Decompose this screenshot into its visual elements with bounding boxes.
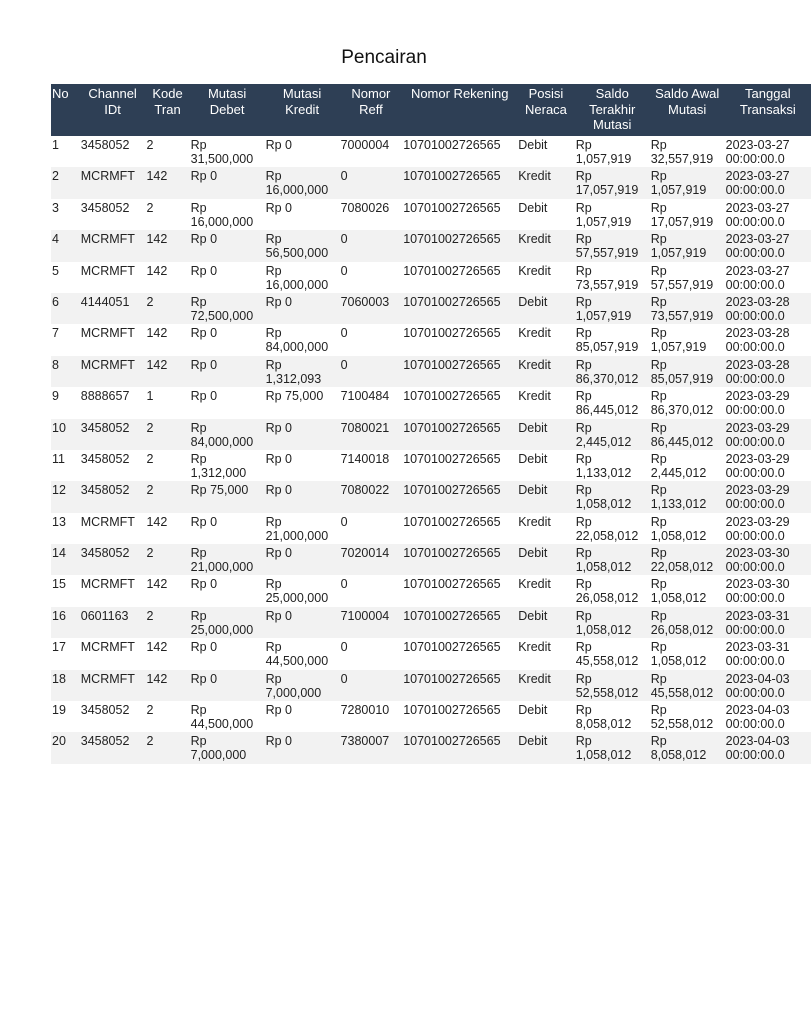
cell-tanggal-transaksi: 2023-03-28 00:00:00.0 bbox=[725, 356, 811, 387]
cell-no: 4 bbox=[51, 230, 80, 261]
cell-saldo-terakhir-mutasi: Rp 52,558,012 bbox=[575, 670, 650, 701]
cell-saldo-awal-mutasi: Rp 86,445,012 bbox=[650, 419, 725, 450]
cell-mutasi-debet: Rp 0 bbox=[190, 514, 218, 529]
cell-nomor-reff: 0 bbox=[340, 230, 403, 261]
page-title: Pencairan bbox=[341, 47, 427, 68]
cell-nomor-reff: 7380007 bbox=[340, 732, 403, 763]
cell-posisi-neraca: Debit bbox=[518, 138, 548, 152]
cell-mutasi-debet: Rp 7,000,000 bbox=[190, 732, 265, 763]
cell-channel-idt: MCRMFT bbox=[80, 577, 135, 592]
cell-mutasi-kredit: Rp 0 bbox=[265, 138, 292, 152]
cell-nomor-reff: 7280010 bbox=[340, 703, 390, 718]
cell-mutasi-debet: Rp 84,000,000 bbox=[190, 419, 265, 450]
cell-no: 20 bbox=[51, 732, 80, 763]
cell-kode-tran: 142 bbox=[146, 577, 168, 592]
cell-kode-tran: 2 bbox=[145, 732, 189, 763]
cell-tanggal-transaksi: 2023-03-29 00:00:00.0 bbox=[725, 389, 790, 418]
column-header-tanggal-transaksi: Tanggal Transaksi bbox=[725, 84, 811, 136]
cell-mutasi-debet: Rp 21,000,000 bbox=[190, 544, 265, 575]
cell-tanggal-transaksi: 2023-03-27 00:00:00.0 bbox=[725, 138, 790, 166]
cell-tanggal-transaksi: 2023-04-03 00:00:00.0 bbox=[725, 703, 790, 732]
cell-nomor-reff: 0 bbox=[340, 577, 348, 592]
cell-mutasi-debet: Rp 0 bbox=[190, 577, 218, 592]
cell-mutasi-kredit: Rp 75,000 bbox=[265, 389, 324, 404]
cell-mutasi-debet: Rp 0 bbox=[190, 326, 218, 341]
cell-posisi-neraca: Debit bbox=[517, 293, 575, 324]
cell-saldo-terakhir-mutasi: Rp 22,058,012 bbox=[575, 514, 639, 543]
cell-no: 11 bbox=[52, 451, 65, 466]
cell-saldo-awal-mutasi: Rp 45,558,012 bbox=[650, 670, 725, 701]
cell-saldo-terakhir-mutasi: Rp 73,557,919 bbox=[575, 263, 639, 292]
cell-kode-tran: 142 bbox=[145, 356, 189, 387]
table-header-row bbox=[51, 84, 811, 136]
cell-mutasi-kredit: Rp 16,000,000 bbox=[265, 167, 340, 198]
cell-nomor-reff: 0 bbox=[340, 326, 348, 341]
cell-channel-idt: 3458052 bbox=[80, 419, 146, 450]
cell-nomor-rekening: 10701002726565 bbox=[403, 200, 501, 215]
table-row bbox=[51, 199, 811, 230]
cell-mutasi-kredit: Rp 0 bbox=[265, 451, 292, 466]
cell-posisi-neraca: Debit bbox=[517, 419, 575, 450]
table-row bbox=[51, 293, 811, 324]
cell-nomor-reff: 7100484 bbox=[340, 389, 390, 404]
cell-no: 16 bbox=[51, 607, 80, 638]
cell-no: 19 bbox=[52, 703, 66, 718]
cell-nomor-reff: 0 bbox=[340, 640, 348, 655]
cell-no: 2 bbox=[51, 167, 80, 198]
table-row bbox=[51, 356, 811, 387]
table-row bbox=[51, 450, 811, 481]
cell-mutasi-debet: Rp 1,312,000 bbox=[190, 451, 247, 480]
cell-mutasi-debet: Rp 0 bbox=[190, 389, 218, 404]
cell-no: 6 bbox=[51, 293, 80, 324]
cell-kode-tran: 142 bbox=[145, 670, 189, 701]
cell-no: 9 bbox=[52, 389, 59, 404]
cell-nomor-rekening: 10701002726565 bbox=[402, 607, 517, 638]
cell-saldo-awal-mutasi: Rp 22,058,012 bbox=[650, 544, 725, 575]
cell-saldo-terakhir-mutasi: Rp 85,057,919 bbox=[575, 326, 639, 355]
cell-saldo-awal-mutasi: Rp 8,058,012 bbox=[650, 732, 725, 763]
cell-saldo-terakhir-mutasi: Rp 8,058,012 bbox=[575, 703, 632, 732]
cell-saldo-terakhir-mutasi: Rp 2,445,012 bbox=[575, 419, 650, 450]
cell-posisi-neraca: Debit bbox=[518, 703, 548, 718]
cell-mutasi-kredit: Rp 21,000,000 bbox=[265, 514, 329, 543]
cell-nomor-rekening: 10701002726565 bbox=[403, 514, 501, 529]
cell-no: 1 bbox=[52, 138, 59, 152]
cell-nomor-rekening: 10701002726565 bbox=[402, 293, 517, 324]
table-row bbox=[51, 230, 811, 261]
table-row bbox=[51, 638, 811, 669]
cell-saldo-awal-mutasi: Rp 86,370,012 bbox=[650, 389, 714, 418]
cell-saldo-terakhir-mutasi: Rp 1,057,919 bbox=[575, 200, 632, 229]
cell-posisi-neraca: Debit bbox=[517, 544, 575, 575]
cell-no: 17 bbox=[52, 640, 66, 655]
cell-kode-tran: 2 bbox=[145, 481, 189, 512]
cell-saldo-terakhir-mutasi: Rp 1,058,012 bbox=[575, 732, 650, 763]
column-header-nomor-reff: Nomor Reff bbox=[340, 84, 403, 136]
cell-tanggal-transaksi: 2023-03-27 00:00:00.0 bbox=[725, 230, 811, 261]
cell-kode-tran: 2 bbox=[145, 607, 189, 638]
cell-kode-tran: 142 bbox=[146, 326, 168, 341]
cell-posisi-neraca: Kredit bbox=[518, 640, 551, 655]
cell-kode-tran: 2 bbox=[146, 138, 154, 152]
cell-saldo-terakhir-mutasi: Rp 1,057,919 bbox=[575, 293, 650, 324]
table-row bbox=[51, 387, 811, 418]
cell-nomor-rekening: 10701002726565 bbox=[402, 167, 517, 198]
cell-channel-idt: 3458052 bbox=[80, 200, 130, 215]
cell-saldo-awal-mutasi: Rp 2,445,012 bbox=[650, 451, 707, 480]
table-row bbox=[51, 167, 811, 198]
cell-kode-tran: 142 bbox=[146, 263, 168, 278]
cell-nomor-rekening: 10701002726565 bbox=[403, 263, 501, 278]
cell-saldo-terakhir-mutasi: Rp 1,057,919 bbox=[575, 138, 632, 166]
cell-nomor-rekening: 10701002726565 bbox=[403, 451, 501, 466]
cell-nomor-rekening: 10701002726565 bbox=[403, 326, 501, 341]
table-row bbox=[51, 701, 811, 732]
cell-no: 18 bbox=[51, 670, 80, 701]
transaction-table-wrapper bbox=[51, 84, 796, 764]
cell-mutasi-kredit: Rp 25,000,000 bbox=[265, 577, 329, 606]
column-header-mutasi-debet: Mutasi Debet bbox=[190, 84, 265, 136]
cell-tanggal-transaksi: 2023-03-31 00:00:00.0 bbox=[725, 640, 790, 669]
table-row bbox=[51, 262, 811, 293]
cell-mutasi-kredit: Rp 0 bbox=[265, 703, 292, 718]
cell-channel-idt: MCRMFT bbox=[80, 230, 146, 261]
cell-kode-tran: 142 bbox=[145, 230, 189, 261]
cell-mutasi-debet: Rp 72,500,000 bbox=[190, 293, 265, 324]
cell-saldo-awal-mutasi: Rp 1,058,012 bbox=[650, 577, 707, 606]
cell-nomor-reff: 7100004 bbox=[340, 607, 403, 638]
cell-tanggal-transaksi: 2023-03-27 00:00:00.0 bbox=[725, 263, 790, 292]
cell-channel-idt: 3458052 bbox=[80, 703, 130, 718]
column-header-mutasi-kredit: Mutasi Kredit bbox=[265, 84, 340, 136]
cell-nomor-reff: 0 bbox=[340, 514, 348, 529]
cell-mutasi-debet: Rp 31,500,000 bbox=[190, 138, 254, 166]
cell-nomor-rekening: 10701002726565 bbox=[403, 703, 501, 718]
cell-nomor-reff: 7080022 bbox=[340, 481, 403, 512]
cell-mutasi-kredit: Rp 84,000,000 bbox=[265, 326, 329, 355]
cell-mutasi-kredit: Rp 16,000,000 bbox=[265, 263, 329, 292]
cell-saldo-terakhir-mutasi: Rp 86,370,012 bbox=[575, 356, 650, 387]
cell-tanggal-transaksi: 2023-03-29 00:00:00.0 bbox=[725, 514, 790, 543]
table-row bbox=[51, 732, 811, 763]
cell-tanggal-transaksi: 2023-03-31 00:00:00.0 bbox=[725, 607, 811, 638]
cell-tanggal-transaksi: 2023-04-03 00:00:00.0 bbox=[725, 732, 811, 763]
cell-saldo-awal-mutasi: Rp 1,133,012 bbox=[650, 481, 725, 512]
cell-posisi-neraca: Kredit bbox=[517, 167, 575, 198]
cell-channel-idt: 8888657 bbox=[80, 389, 130, 404]
cell-nomor-reff: 0 bbox=[340, 167, 403, 198]
cell-saldo-awal-mutasi: Rp 52,558,012 bbox=[650, 703, 714, 732]
cell-posisi-neraca: Kredit bbox=[518, 263, 551, 278]
column-header-saldo-terakhir-mutasi: Saldo Terakhir Mutasi bbox=[575, 84, 650, 136]
cell-posisi-neraca: Debit bbox=[518, 200, 548, 215]
cell-nomor-rekening: 10701002726565 bbox=[403, 389, 501, 404]
cell-no: 13 bbox=[52, 514, 66, 529]
table-row bbox=[51, 575, 811, 606]
cell-mutasi-kredit: Rp 56,500,000 bbox=[265, 230, 340, 261]
column-header-no: No bbox=[51, 84, 80, 136]
cell-mutasi-kredit: Rp 1,312,093 bbox=[265, 356, 340, 387]
cell-saldo-awal-mutasi: Rp 57,557,919 bbox=[650, 263, 714, 292]
cell-no: 12 bbox=[51, 481, 80, 512]
cell-no: 10 bbox=[51, 419, 80, 450]
cell-mutasi-kredit: Rp 7,000,000 bbox=[265, 670, 340, 701]
cell-tanggal-transaksi: 2023-03-29 00:00:00.0 bbox=[725, 451, 790, 480]
cell-channel-idt: 3458052 bbox=[80, 732, 146, 763]
column-header-kode-tran: Kode Tran bbox=[145, 84, 189, 136]
cell-tanggal-transaksi: 2023-03-28 00:00:00.0 bbox=[725, 326, 790, 355]
cell-nomor-reff: 0 bbox=[340, 263, 348, 278]
cell-saldo-terakhir-mutasi: Rp 1,058,012 bbox=[575, 481, 650, 512]
cell-channel-idt: 4144051 bbox=[80, 293, 146, 324]
cell-nomor-rekening: 10701002726565 bbox=[402, 419, 517, 450]
cell-mutasi-kredit: Rp 0 bbox=[265, 732, 340, 763]
cell-no: 7 bbox=[52, 326, 59, 341]
cell-channel-idt: MCRMFT bbox=[80, 263, 135, 278]
cell-posisi-neraca: Kredit bbox=[518, 326, 551, 341]
cell-saldo-awal-mutasi: Rp 1,057,919 bbox=[650, 167, 725, 198]
cell-channel-idt: 3458052 bbox=[80, 138, 130, 152]
table-row bbox=[51, 481, 811, 512]
column-header-saldo-awal-mutasi: Saldo Awal Mutasi bbox=[650, 84, 725, 136]
cell-saldo-terakhir-mutasi: Rp 57,557,919 bbox=[575, 230, 650, 261]
cell-mutasi-kredit: Rp 0 bbox=[265, 419, 340, 450]
cell-saldo-terakhir-mutasi: Rp 45,558,012 bbox=[575, 640, 639, 669]
cell-channel-idt: MCRMFT bbox=[80, 670, 146, 701]
cell-channel-idt: MCRMFT bbox=[80, 326, 135, 341]
table-row bbox=[51, 324, 811, 355]
cell-mutasi-kredit: Rp 44,500,000 bbox=[265, 640, 329, 669]
cell-kode-tran: 1 bbox=[146, 389, 154, 404]
cell-nomor-reff: 7020014 bbox=[340, 544, 403, 575]
column-header-channel-idt: Channel IDt bbox=[80, 84, 146, 136]
cell-posisi-neraca: Kredit bbox=[517, 356, 575, 387]
cell-channel-idt: MCRMFT bbox=[80, 514, 135, 529]
cell-mutasi-debet: Rp 0 bbox=[190, 263, 218, 278]
cell-posisi-neraca: Debit bbox=[517, 607, 575, 638]
cell-mutasi-kredit: Rp 0 bbox=[265, 200, 292, 215]
cell-nomor-reff: 7080026 bbox=[340, 200, 390, 215]
cell-posisi-neraca: Kredit bbox=[518, 389, 551, 404]
cell-tanggal-transaksi: 2023-03-28 00:00:00.0 bbox=[725, 293, 811, 324]
table-row bbox=[51, 136, 811, 167]
cell-saldo-terakhir-mutasi: Rp 1,133,012 bbox=[575, 451, 632, 480]
cell-nomor-rekening: 10701002726565 bbox=[402, 544, 517, 575]
cell-mutasi-debet: Rp 0 bbox=[190, 230, 265, 261]
table-row bbox=[51, 607, 811, 638]
cell-channel-idt: 3458052 bbox=[80, 451, 130, 466]
cell-channel-idt: MCRMFT bbox=[80, 640, 135, 655]
cell-mutasi-debet: Rp 16,000,000 bbox=[190, 200, 254, 229]
cell-mutasi-debet: Rp 25,000,000 bbox=[190, 607, 265, 638]
cell-saldo-terakhir-mutasi: Rp 17,057,919 bbox=[575, 167, 650, 198]
cell-kode-tran: 2 bbox=[146, 451, 154, 466]
cell-nomor-rekening: 10701002726565 bbox=[403, 138, 501, 152]
cell-saldo-awal-mutasi: Rp 85,057,919 bbox=[650, 356, 725, 387]
cell-kode-tran: 142 bbox=[146, 640, 168, 655]
cell-nomor-rekening: 10701002726565 bbox=[403, 640, 501, 655]
cell-channel-idt: 3458052 bbox=[80, 544, 146, 575]
cell-mutasi-debet: Rp 75,000 bbox=[190, 481, 265, 512]
cell-nomor-reff: 7080021 bbox=[340, 419, 403, 450]
cell-saldo-awal-mutasi: Rp 1,058,012 bbox=[650, 514, 707, 543]
cell-saldo-terakhir-mutasi: Rp 1,058,012 bbox=[575, 544, 650, 575]
cell-mutasi-kredit: Rp 0 bbox=[265, 607, 340, 638]
cell-saldo-awal-mutasi: Rp 32,557,919 bbox=[650, 138, 714, 166]
cell-posisi-neraca: Kredit bbox=[518, 577, 551, 592]
cell-posisi-neraca: Debit bbox=[517, 732, 575, 763]
cell-channel-idt: MCRMFT bbox=[80, 356, 146, 387]
cell-nomor-reff: 7140018 bbox=[340, 451, 390, 466]
cell-saldo-terakhir-mutasi: Rp 26,058,012 bbox=[575, 577, 639, 606]
table-row bbox=[51, 544, 811, 575]
cell-tanggal-transaksi: 2023-03-29 00:00:00.0 bbox=[725, 419, 811, 450]
cell-kode-tran: 2 bbox=[145, 293, 189, 324]
cell-mutasi-kredit: Rp 0 bbox=[265, 481, 340, 512]
cell-channel-idt: 0601163 bbox=[80, 607, 146, 638]
cell-channel-idt: 3458052 bbox=[80, 481, 146, 512]
cell-tanggal-transaksi: 2023-03-29 00:00:00.0 bbox=[725, 481, 811, 512]
cell-nomor-reff: 0 bbox=[340, 356, 403, 387]
cell-mutasi-debet: Rp 0 bbox=[190, 356, 265, 387]
cell-saldo-awal-mutasi: Rp 1,057,919 bbox=[650, 326, 707, 355]
cell-tanggal-transaksi: 2023-03-30 00:00:00.0 bbox=[725, 577, 790, 606]
cell-kode-tran: 2 bbox=[146, 200, 154, 215]
cell-no: 15 bbox=[52, 577, 66, 592]
cell-nomor-rekening: 10701002726565 bbox=[402, 230, 517, 261]
cell-nomor-rekening: 10701002726565 bbox=[402, 356, 517, 387]
cell-kode-tran: 2 bbox=[145, 419, 189, 450]
cell-kode-tran: 142 bbox=[145, 167, 189, 198]
cell-nomor-reff: 7000004 bbox=[340, 138, 390, 152]
cell-tanggal-transaksi: 2023-03-30 00:00:00.0 bbox=[725, 544, 811, 575]
cell-posisi-neraca: Kredit bbox=[518, 514, 551, 529]
cell-mutasi-debet: Rp 0 bbox=[190, 167, 265, 198]
table-header bbox=[51, 84, 811, 136]
column-header-nomor-rekening: Nomor Rekening bbox=[402, 84, 517, 136]
cell-mutasi-kredit: Rp 0 bbox=[265, 544, 340, 575]
cell-no: 8 bbox=[51, 356, 80, 387]
cell-posisi-neraca: Debit bbox=[518, 451, 548, 466]
cell-saldo-awal-mutasi: Rp 1,058,012 bbox=[650, 640, 707, 669]
cell-saldo-awal-mutasi: Rp 26,058,012 bbox=[650, 607, 725, 638]
cell-posisi-neraca: Debit bbox=[517, 481, 575, 512]
cell-mutasi-debet: Rp 44,500,000 bbox=[190, 703, 254, 732]
cell-nomor-rekening: 10701002726565 bbox=[402, 670, 517, 701]
cell-mutasi-debet: Rp 0 bbox=[190, 640, 218, 655]
cell-kode-tran: 2 bbox=[146, 703, 154, 718]
cell-tanggal-transaksi: 2023-03-27 00:00:00.0 bbox=[725, 200, 790, 229]
cell-saldo-awal-mutasi: Rp 1,057,919 bbox=[650, 230, 725, 261]
cell-nomor-reff: 7060003 bbox=[340, 293, 403, 324]
cell-tanggal-transaksi: 2023-03-27 00:00:00.0 bbox=[725, 167, 811, 198]
column-header-posisi-neraca: Posisi Neraca bbox=[517, 84, 575, 136]
cell-saldo-awal-mutasi: Rp 17,057,919 bbox=[650, 200, 714, 229]
cell-saldo-terakhir-mutasi: Rp 86,445,012 bbox=[575, 389, 639, 418]
cell-saldo-awal-mutasi: Rp 73,557,919 bbox=[650, 293, 725, 324]
cell-no: 3 bbox=[52, 200, 59, 215]
cell-nomor-rekening: 10701002726565 bbox=[402, 732, 517, 763]
transaction-table bbox=[51, 84, 811, 764]
cell-posisi-neraca: Kredit bbox=[517, 230, 575, 261]
cell-channel-idt: MCRMFT bbox=[80, 167, 146, 198]
cell-no: 5 bbox=[52, 263, 59, 278]
cell-tanggal-transaksi: 2023-04-03 00:00:00.0 bbox=[725, 670, 811, 701]
cell-nomor-rekening: 10701002726565 bbox=[403, 577, 501, 592]
cell-mutasi-kredit: Rp 0 bbox=[265, 293, 340, 324]
table-row bbox=[51, 670, 811, 701]
cell-mutasi-debet: Rp 0 bbox=[190, 670, 265, 701]
table-body bbox=[51, 136, 811, 764]
cell-posisi-neraca: Kredit bbox=[517, 670, 575, 701]
table-row bbox=[51, 419, 811, 450]
cell-kode-tran: 142 bbox=[146, 514, 168, 529]
cell-nomor-rekening: 10701002726565 bbox=[402, 481, 517, 512]
cell-saldo-terakhir-mutasi: Rp 1,058,012 bbox=[575, 607, 650, 638]
cell-kode-tran: 2 bbox=[145, 544, 189, 575]
table-row bbox=[51, 513, 811, 544]
cell-nomor-reff: 0 bbox=[340, 670, 403, 701]
cell-no: 14 bbox=[51, 544, 80, 575]
